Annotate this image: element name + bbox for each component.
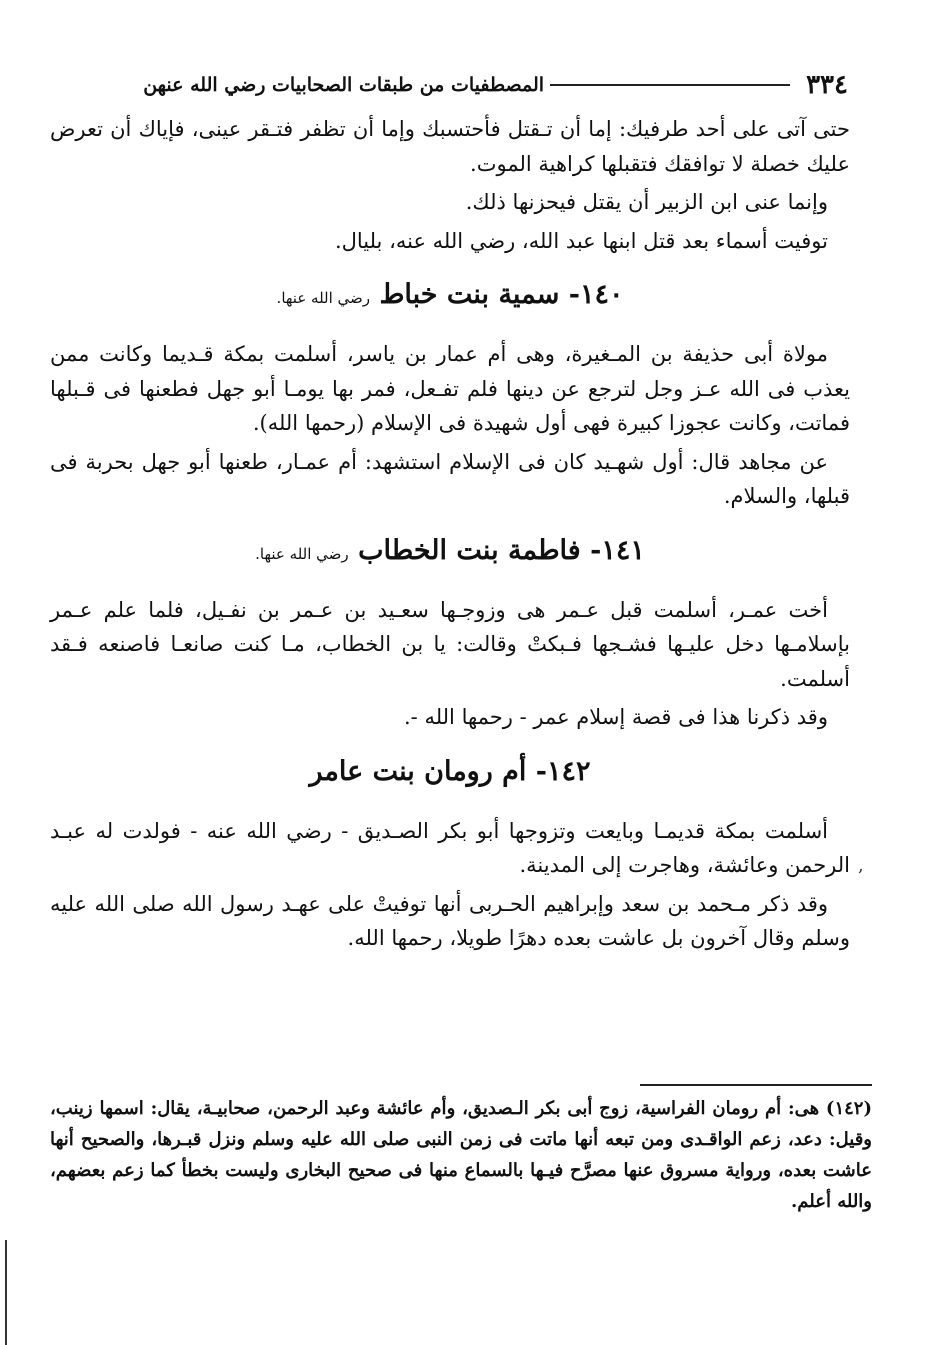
section-heading-title: ١٤٠- سمية بنت خباط bbox=[379, 279, 624, 310]
section-heading bbox=[50, 278, 850, 315]
page-number: ٣٣٤ bbox=[806, 70, 848, 100]
section-heading-honorific: رضي الله عنها. bbox=[255, 544, 349, 563]
paragraph: عن مجاهد قال: أول شهـيد كان فى الإسلام استشهد: أم عمـار، طعنها أبو جهل بحربة فى قبلها، والسلام. bbox=[50, 449, 850, 508]
scan-edge-line bbox=[5, 1240, 7, 1345]
paragraph: مولاة أبى حذيفة بن المـغيرة، وهى أم عمار بن ياسر، أسلمت بمكة قـديما وكانت ممن يعذب فى الله عـز وجل لترجع عن دينها فلم تفـعل، فمر بها يومـا أبو جهل فطعنها فى قـبلها فماتت، وكانت عجوزا كبيرة فهى أول شهيدة فى الإسلام (رحمها الله). bbox=[50, 342, 850, 435]
paragraph: حتى آتى على أحد طرفيك: إما أن تـقتل فأحتسبك وإما أن تظفر فتـقر عينى، فإياك أن تعرض عليك خصلة لا توافقك فتقبلها كراهية الموت. bbox=[50, 117, 850, 176]
running-title: المصطفيات من طبقات الصحابيات رضي الله عنهن bbox=[143, 74, 545, 96]
section-heading bbox=[50, 534, 850, 571]
margin-mark: , bbox=[858, 855, 864, 876]
paragraph: أسلمت بمكة قديمـا وبايعت وتزوجها أبو بكر الصـديق - رضي الله عنه - فولدت له عبـد الرحمن وعائشة، وهاجرت إلى المدينة. bbox=[50, 818, 850, 877]
header-rule bbox=[550, 84, 790, 86]
footnote: (١٤٢) هى: أم رومان الفراسية، زوج أبى بكر الـصديق، وأم عائشة وعبد الرحمن، صحابيـة، يقال: اسمها زينب، وقيل: دعد، زعم الواقـدى ومن تبعه أنها ماتت فى زمن النبى صلى الله عليه وسلم ونزل قبـرها، والصحيح أنها عاشت بعده، ورواية مسروق عنها مصرَّح فيـها بالسماع منها فى صحيح البخارى وليست بخطأ كما زعم بعضهم، والله أعلم. bbox=[50, 1098, 872, 1212]
paragraph: توفيت أسماء بعد قتل ابنها عبد الله، رضي الله عنه، بليال. bbox=[334, 228, 828, 253]
section-heading-title: ١٤١- فاطمة بنت الخطاب bbox=[358, 534, 645, 566]
paragraph: أخت عمـر، أسلمت قبل عـمر هى وزوجـها سعـيد بن عـمر بن نفـيل، فلما علم عـمر بإسلامـها دخل عليـها فشـجها فـبكتْ وقالت: يا بن الخطاب، مـا كنت صانعـا فاصنعه فـقد أسلمت. bbox=[50, 597, 850, 691]
section-heading-honorific: رضي الله عنها. bbox=[276, 289, 371, 307]
page-body bbox=[50, 112, 850, 960]
paragraph: وقد ذكر مـحمد بن سعد وإبراهيم الحـربى أنها توفيتْ على عهـد رسول الله صلى الله عليه وسلم وقال آخرون بل عاشت بعده دهرًا طويلا، رحمها الله. bbox=[50, 891, 850, 950]
paragraph: وقد ذكرنا هذا فى قصة إسلام عمر - رحمها الله -. bbox=[404, 705, 828, 729]
page-header bbox=[30, 62, 848, 108]
footnote-rule bbox=[640, 1084, 872, 1086]
section-heading bbox=[50, 755, 850, 792]
paragraph: وإنما عنى ابن الزبير أن يقتل فيحزنها ذلك. bbox=[465, 190, 828, 214]
section-heading-title: ١٤٢- أم رومان بنت عامر bbox=[309, 755, 591, 787]
